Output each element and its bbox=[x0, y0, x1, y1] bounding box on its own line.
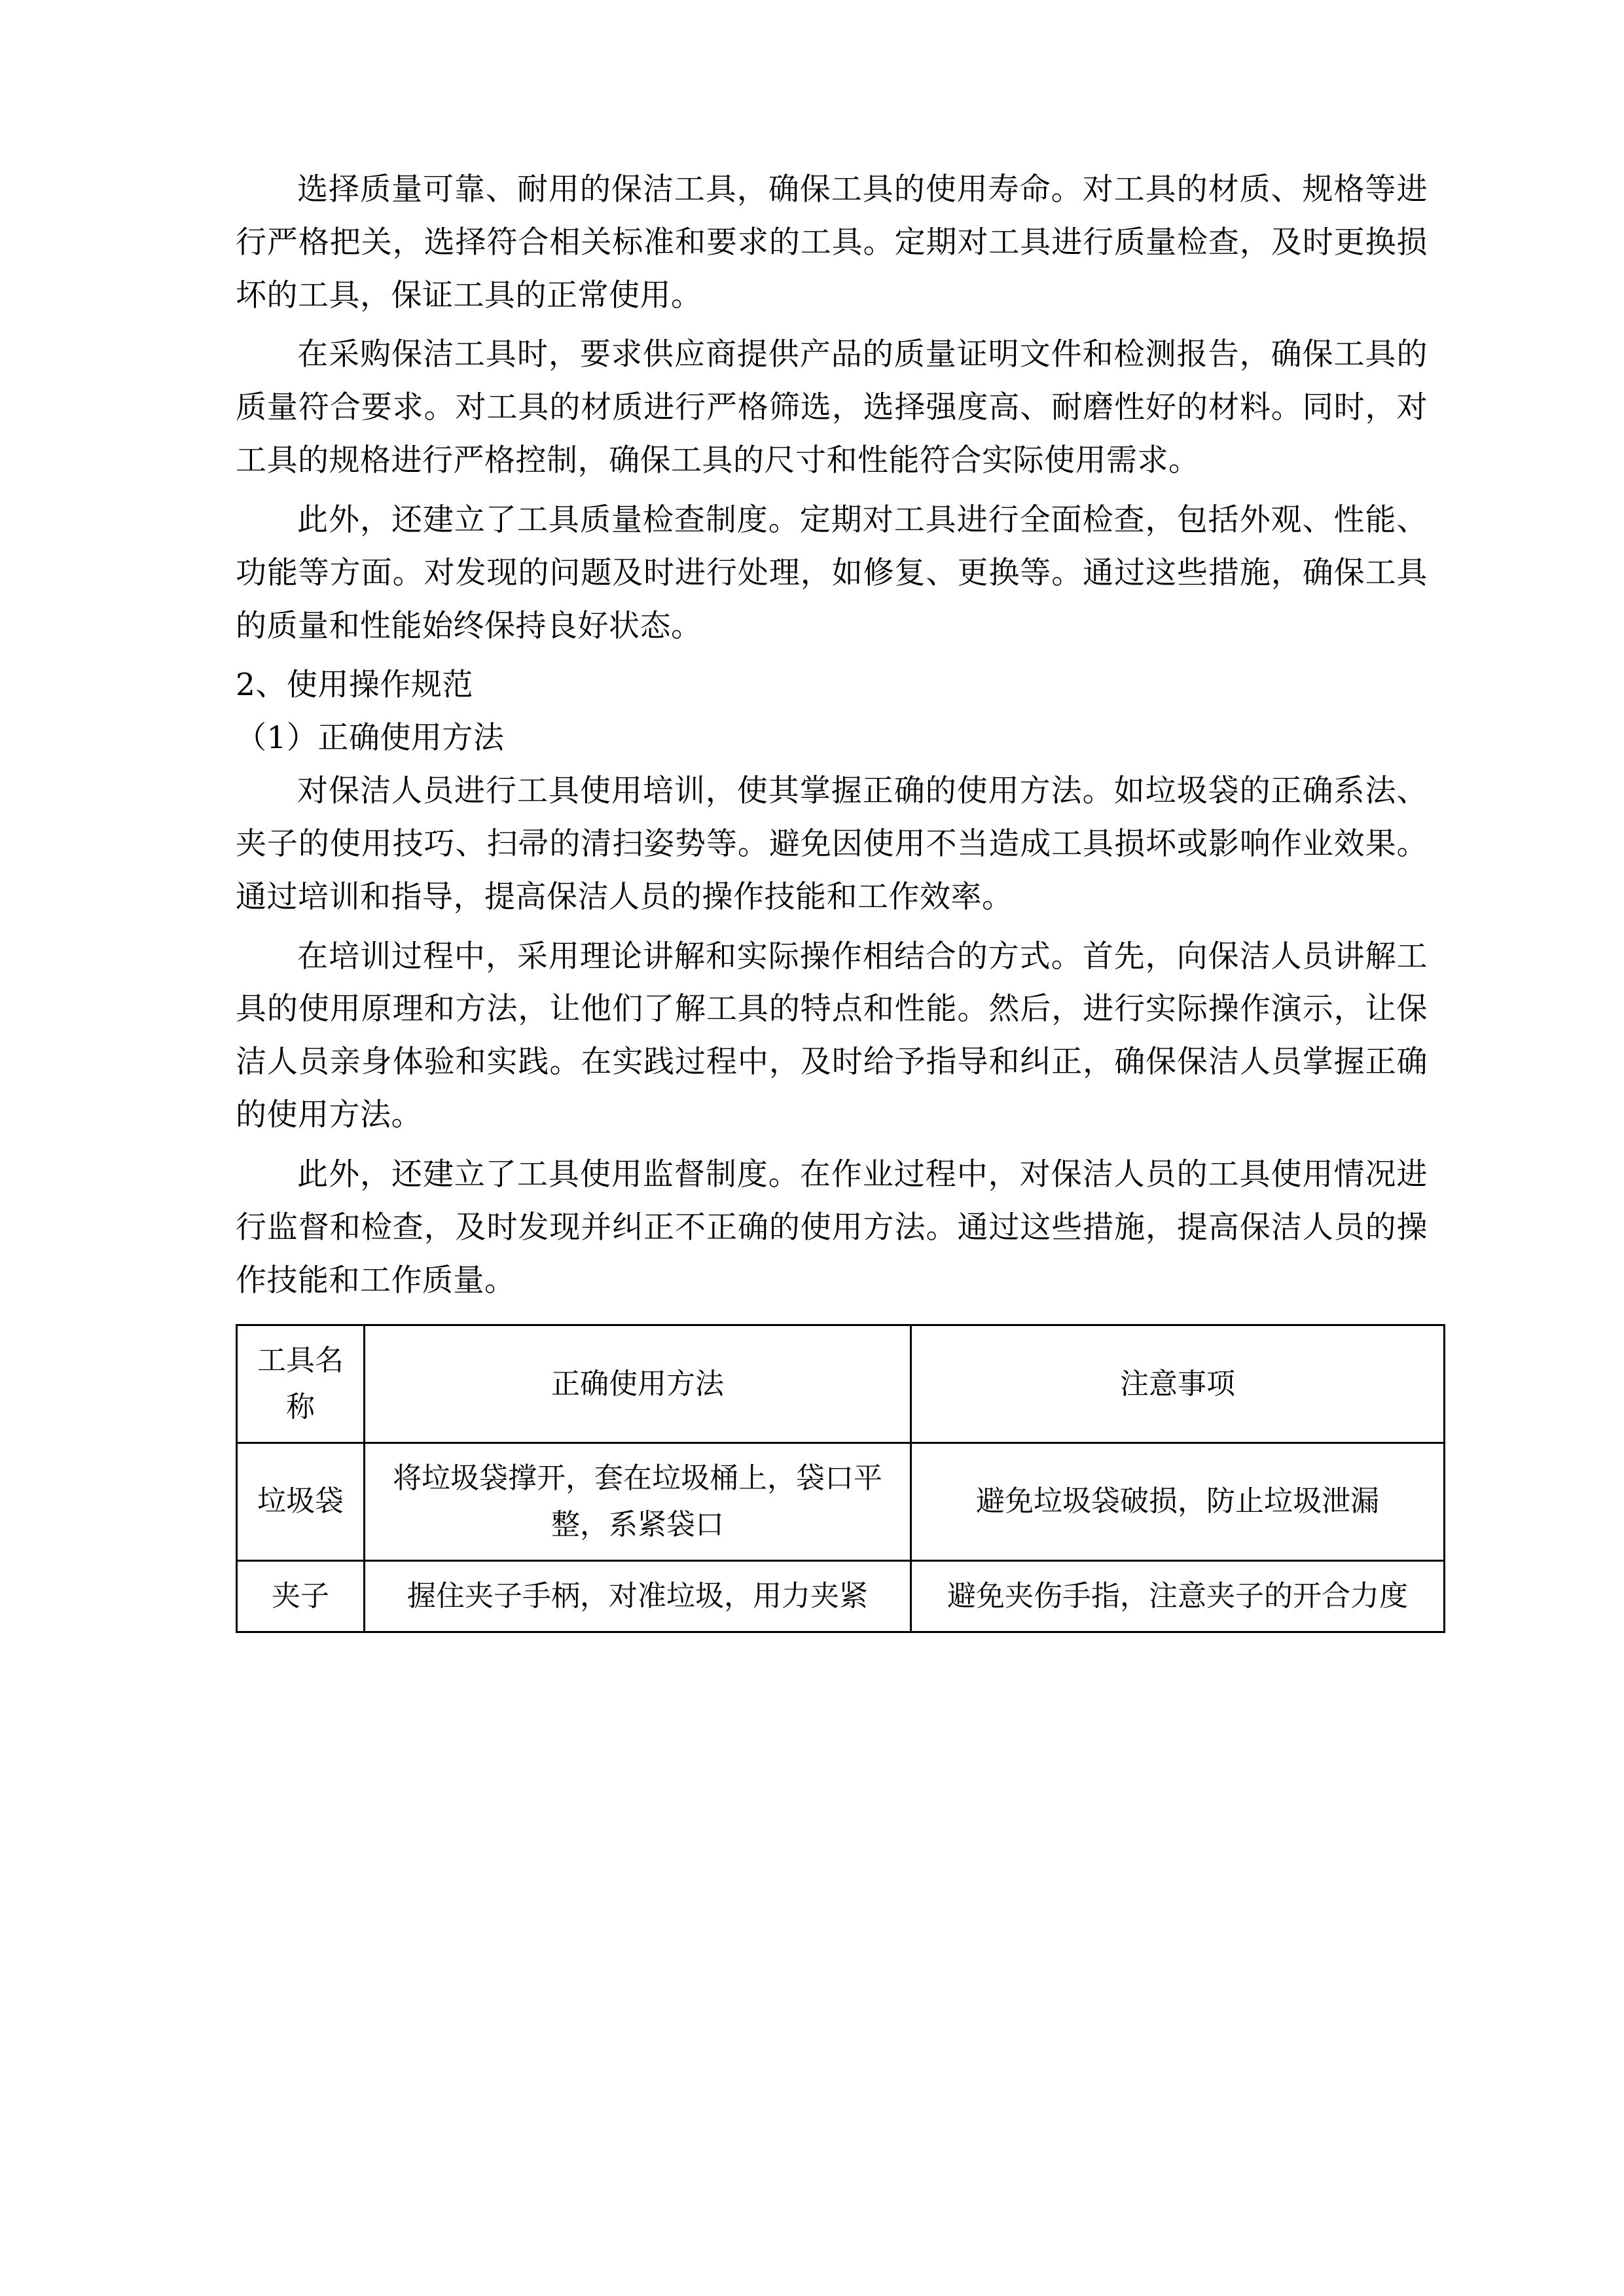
table-cell-notes: 避免夹伤手指，注意夹子的开合力度 bbox=[911, 1560, 1445, 1632]
table-header-tool-name: 工具名称 bbox=[237, 1325, 365, 1443]
table-header-correct-method: 正确使用方法 bbox=[365, 1325, 911, 1443]
table-header-notes: 注意事项 bbox=[911, 1325, 1445, 1443]
table-cell-tool-name: 垃圾袋 bbox=[237, 1443, 365, 1561]
paragraph-3: 此外，还建立了工具质量检查制度。定期对工具进行全面检查，包括外观、性能、功能等方面。对发现的问题及时进行处理，如修复、更换等。通过这些措施，确保工具的质量和性能始终保持良好状态。 bbox=[236, 501, 1428, 644]
table-row bbox=[237, 1443, 1445, 1561]
table-cell-tool-name: 夹子 bbox=[237, 1560, 365, 1632]
table-cell-method: 将垃圾袋撑开，套在垃圾桶上，袋口平整，系紧袋口 bbox=[365, 1443, 911, 1561]
paragraph-4: 对保洁人员进行工具使用培训，使其掌握正确的使用方法。如垃圾袋的正确系法、夹子的使用技巧、扫帚的清扫姿势等。避免因使用不当造成工具损坏或影响作业效果。通过培训和指导，提高保洁人员的操作技能和工作效率。 bbox=[236, 773, 1428, 915]
paragraph-2: 在采购保洁工具时，要求供应商提供产品的质量证明文件和检测报告，确保工具的质量符合要求。对工具的材质进行严格筛选，选择强度高、耐磨性好的材料。同时，对工具的规格进行严格控制，确保工具的尺寸和性能符合实际使用需求。 bbox=[236, 336, 1428, 479]
paragraph-6: 此外，还建立了工具使用监督制度。在作业过程中，对保洁人员的工具使用情况进行监督和检查，及时发现并纠正不正确的使用方法。通过这些措施，提高保洁人员的操作技能和工作质量。 bbox=[236, 1156, 1428, 1299]
paragraph-5: 在培训过程中，采用理论讲解和实际操作相结合的方式。首先，向保洁人员讲解工具的使用原理和方法，让他们了解工具的特点和性能。然后，进行实际操作演示，让保洁人员亲身体验和实践。在实践过程中，及时给予指导和纠正，确保保洁人员掌握正确的使用方法。 bbox=[236, 938, 1428, 1134]
tools-usage-table bbox=[236, 1324, 1445, 1633]
subsection-heading-correct-method: （1）正确使用方法 bbox=[236, 720, 505, 757]
table-row bbox=[237, 1560, 1445, 1632]
section-heading-usage-standards: 2、使用操作规范 bbox=[236, 667, 473, 704]
table-cell-notes: 避免垃圾袋破损，防止垃圾泄漏 bbox=[911, 1443, 1445, 1561]
table-cell-method: 握住夹子手柄，对准垃圾，用力夹紧 bbox=[365, 1560, 911, 1632]
table-header-row bbox=[237, 1325, 1445, 1443]
paragraph-1: 选择质量可靠、耐用的保洁工具，确保工具的使用寿命。对工具的材质、规格等进行严格把关，选择符合相关标准和要求的工具。定期对工具进行质量检查，及时更换损坏的工具，保证工具的正常使用。 bbox=[236, 171, 1428, 314]
